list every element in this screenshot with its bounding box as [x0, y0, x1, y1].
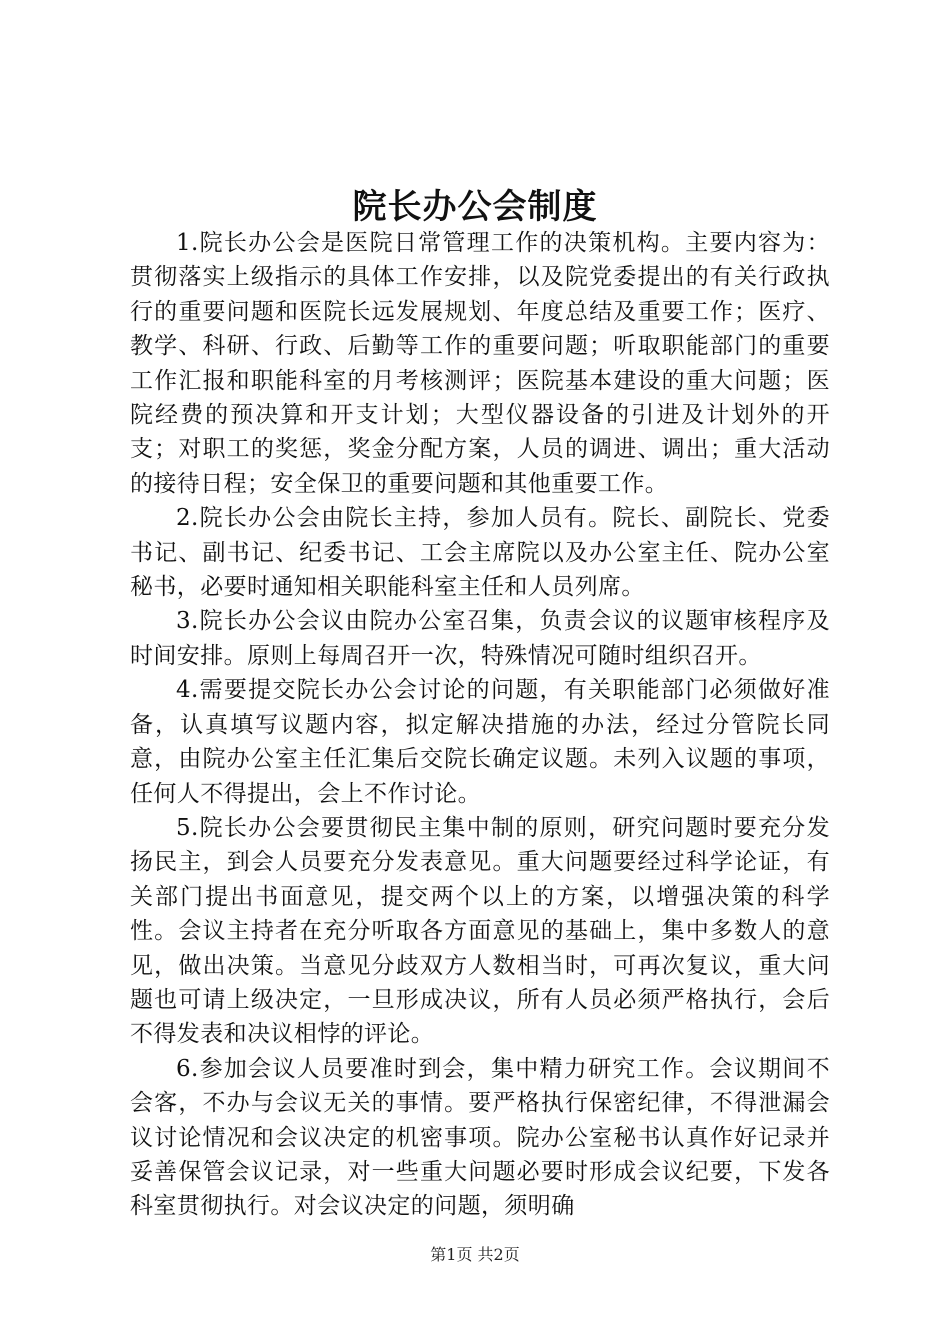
paragraph-4: 4.需要提交院长办公会讨论的问题，有关职能部门必须做好准备，认真填写议题内容，拟定解决措施的办法，经过分管院长同意，由院办公室主任汇集后交院长确定议题。未列入议题的事项，任何人不得提出，会上不作讨论。 — [130, 677, 830, 807]
paragraph-1: 1.院长办公会是医院日常管理工作的决策机构。主要内容为：贯彻落实上级指示的具体工作安排，以及院党委提出的有关行政执行的重要问题和医院长远发展规划、年度总结及重要工作；医疗、教学、科研、行政、后勤等工作的重要问题；听取职能部门的重要工作汇报和职能科室的月考核测评；医院基本建设的重大问题；医院经费的预决算和开支计划；大型仪器设备的引进及计划外的开支；对职工的奖惩，奖金分配方案，人员的调进、调出；重大活动的接待日程；安全保卫的重要问题和其他重要工作。 — [130, 230, 830, 497]
page-number-footer: 第1页 共2页 — [430, 1245, 520, 1264]
paragraph-3: 3.院长办公会议由院办公室召集，负责会议的议题审核程序及时间安排。原则上每周召开一次，特殊情况可随时组织召开。 — [130, 608, 830, 669]
document-title: 院长办公会制度 — [352, 187, 598, 227]
paragraph-5: 5.院长办公会要贯彻民主集中制的原则，研究问题时要充分发扬民主，到会人员要充分发表意见。重大问题要经过科学论证，有关部门提出书面意见，提交两个以上的方案，以增强决策的科学性。会议主持者在充分听取各方面意见的基础上，集中多数人的意见，做出决策。当意见分歧双方人数相当时，可再次复议，重大问题也可请上级决定，一旦形成决议，所有人员必须严格执行，会后不得发表和决议相悖的评论。 — [130, 814, 830, 1048]
paragraph-2: 2.院长办公会由院长主持，参加人员有。院长、副院长、党委书记、副书记、纪委书记、工会主席院以及办公室主任、院办公室秘书，必要时通知相关职能科室主任和人员列席。 — [130, 505, 830, 601]
document-body — [130, 226, 830, 1224]
paragraph-6: 6.参加会议人员要准时到会，集中精力研究工作。会议期间不会客，不办与会议无关的事情。要严格执行保密纪律，不得泄漏会议讨论情况和会议决定的机密事项。院办公室秘书认真作好记录并妥善保管会议记录，对一些重大问题必要时形成会议纪要，下发各科室贯彻执行。对会议决定的问题，须明确 — [130, 1055, 830, 1220]
